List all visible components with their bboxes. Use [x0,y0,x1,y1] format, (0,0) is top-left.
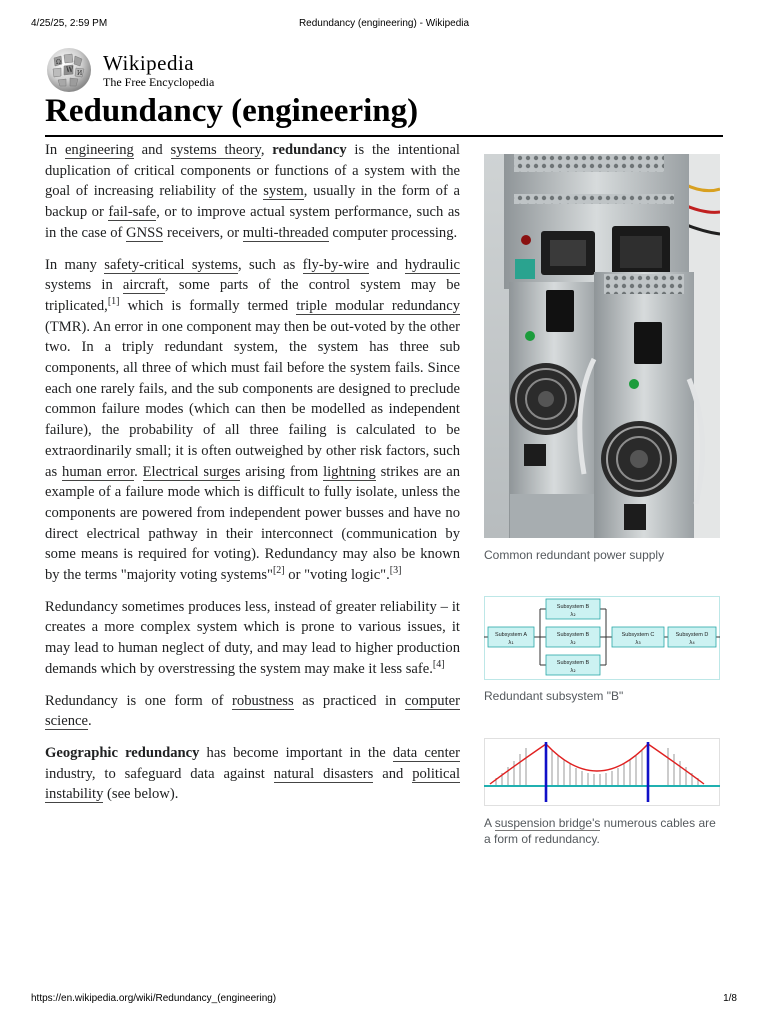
block-lambda: λ₃ [635,640,641,646]
block-label: Subsystem C [621,632,655,638]
print-page-number: 1/8 [723,993,737,1004]
text: A [484,816,495,830]
paragraph-robustness [45,691,460,732]
block-label: Subsystem B [556,632,590,638]
text: strikes are an example of a failure mode which is difficult to fully isolate, unless the components are powered from independent power busses and have no direct electrical pathway in their interconnect (communication by some means is required for voting). Redundancy may also be known by the terms "majority voting systems" [45,463,461,584]
text: Redundancy sometimes produces less, instead of greater reliability – it creates a more complex system which is prone to various issues, it may lead to human neglect of duty, and may lead to higher production demands which by overstressing the system may make it less safe. [45,598,460,677]
link-engineering[interactable]: engineering [64,142,134,158]
paragraph-tmr [45,255,460,586]
text: , some parts of the control system may be triplicated, [45,277,460,314]
reference-link[interactable]: [3] [389,565,402,577]
block-lambda: λ₂ [570,668,576,674]
text: and [369,256,405,273]
text: , [260,142,273,158]
link-triple-modular-redundancy[interactable]: triple modular redundancy [296,297,460,314]
text: arising from [240,463,324,480]
link-data-center[interactable]: data center [392,744,460,761]
block-label: Subsystem A [494,632,528,638]
wikipedia-wordmark: Wikipedia [103,51,195,75]
subsystem-c-block [612,627,664,647]
text: industry, to safeguard data against [45,765,274,782]
link-systems-theory[interactable]: systems theory [170,142,261,158]
reference-2[interactable] [273,565,285,576]
text: is the intentional duplication of critical components or functions of a system with the goal of increasing reliability of the [45,142,460,200]
svg-text:И: И [77,70,83,77]
power-supply-photo[interactable] [484,154,720,538]
text: and [373,765,413,782]
article-body [45,140,460,816]
reference-1[interactable] [108,296,120,307]
title-divider [45,135,723,137]
block-label: Subsystem B [556,604,590,610]
text: systems in [45,277,123,294]
subsystem-b-middle-block [546,627,600,647]
paragraph-geographic [45,743,460,805]
link-system[interactable]: system [263,183,304,200]
block-lambda: λ₂ [570,640,576,646]
svg-text:W: W [66,66,74,74]
text: , or to improve actual system performance, such as in the case of [45,204,460,241]
block-label: Subsystem B [556,660,590,666]
link-political-instability[interactable]: political instability [45,765,461,803]
link-gnss[interactable]: GNSS [126,224,164,241]
reference-link[interactable]: [2] [272,565,285,577]
figure-power-supply [484,154,720,563]
figure-suspension-bridge [484,738,720,847]
reference-link[interactable]: [4] [432,659,445,671]
text: In [45,142,65,158]
wikipedia-globe-icon [44,46,94,94]
link-aircraft[interactable]: aircraft [122,277,166,294]
link-human-error[interactable]: human error [62,463,135,480]
page-title: Redundancy (engineering) [45,93,419,129]
figure-caption [484,815,720,847]
text: which is formally termed [119,297,297,314]
print-datetime: 4/25/25, 2:59 PM [31,18,108,29]
text: , such as [238,256,303,273]
text: has become important in the [199,744,393,761]
subsystem-b-bottom-block [546,655,600,675]
reference-link[interactable]: [1] [107,296,120,308]
text: (see below). [103,786,179,803]
link-hydraulic[interactable]: hydraulic [404,256,460,273]
block-lambda: λ₁ [508,640,514,646]
paragraph-intro [45,140,460,244]
link-natural-disasters[interactable]: natural disasters [273,765,374,782]
svg-text:Ω: Ω [56,59,61,66]
redundant-subsystem-diagram[interactable] [484,596,720,680]
link-lightning[interactable]: lightning [323,463,376,480]
suspension-bridge-diagram[interactable] [484,738,720,806]
link-robustness[interactable]: robustness [232,692,294,709]
link-safety-critical-systems[interactable]: safety-critical systems [104,256,239,273]
block-lambda: λ₄ [689,640,695,646]
link-fly-by-wire[interactable]: fly-by-wire [302,256,370,273]
text: , usually in the form of a backup or [45,183,460,221]
link-computer-science[interactable]: computer science [45,692,460,730]
text: (TMR). An error in one component may then be out-voted by the other two. In a triply redundant system, the system has three sub components, all three of which must fail before the system fails. Since each one rarely fails, and the sub components are designed to preclude common failure modes (which can then be modelled as independent failure), the probability of all three failing is calculated to be extraordinarily small; it is often outweighed by other risk factors, such as [45,318,460,480]
subsystem-d-block [668,627,716,647]
bold-term-geographic-redundancy: Geographic redundancy [45,744,200,761]
bold-term-redundancy: redundancy [272,142,347,158]
paragraph-less-reliability [45,597,460,680]
print-header [31,18,737,32]
block-lambda: λ₂ [570,612,576,618]
text: . [87,713,92,730]
block-label: Subsystem D [675,632,709,638]
text: Redundancy is one form of [45,692,233,709]
figure-caption: Common redundant power supply [484,548,665,562]
link-suspension-bridge[interactable]: suspension bridge's [494,816,601,830]
figure-caption: Redundant subsystem "B" [484,689,624,703]
text: receivers, or [163,224,243,241]
figure-redundant-subsystem [484,596,720,704]
wikipedia-tagline: The Free Encyclopedia [103,75,215,89]
reference-4[interactable] [433,659,445,670]
text: numerous cables are a form of redundancy. [484,816,716,846]
text: In many [45,256,105,273]
wikipedia-logo[interactable] [44,46,264,94]
text: . [134,463,143,480]
link-fail-safe[interactable]: fail-safe [108,204,157,221]
print-footer [31,993,737,1007]
link-electrical-surges[interactable]: Electrical surges [142,463,241,480]
text: and [133,142,171,158]
text: computer processing. [328,224,458,241]
print-url: https://en.wikipedia.org/wiki/Redundancy_(engineering) [31,993,277,1004]
subsystem-b-top-block [546,599,600,619]
text: or "voting logic". [284,567,390,584]
text: as practiced in [293,692,405,709]
subsystem-a-block [488,627,534,647]
reference-3[interactable] [390,565,402,576]
link-multi-threaded[interactable]: multi-threaded [242,224,329,241]
print-page-title: Redundancy (engineering) - Wikipedia [298,18,470,29]
